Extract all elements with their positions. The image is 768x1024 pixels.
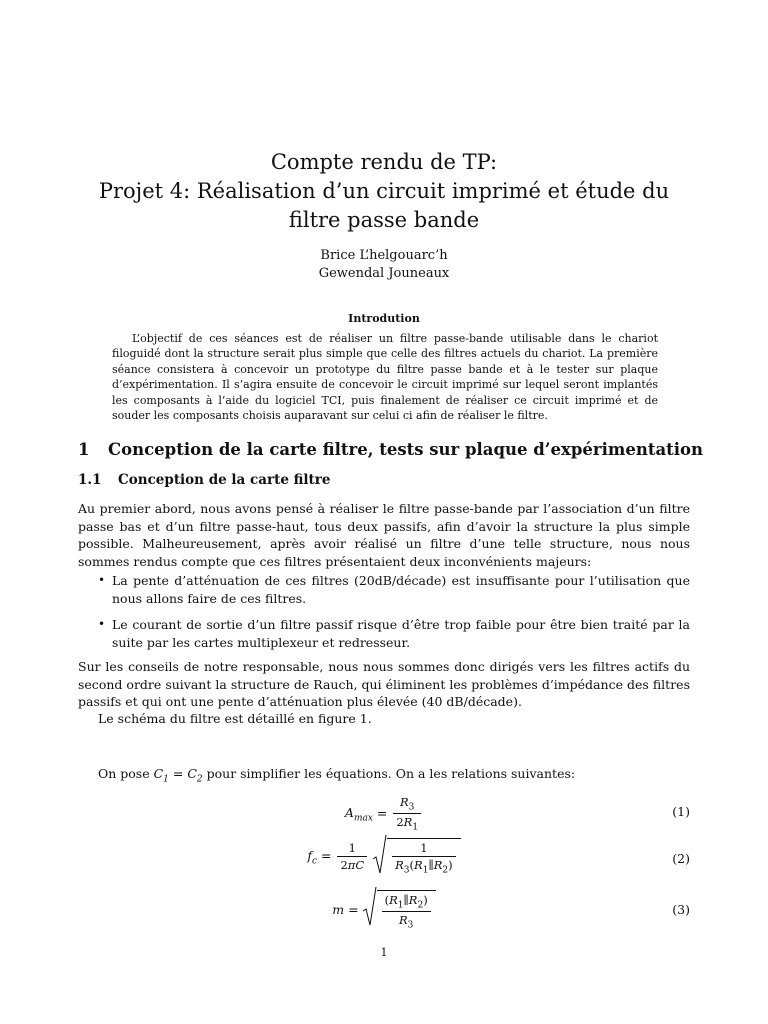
radical-symbol: $\frac{1}{R_3(R_1\parallel R_2)}$ xyxy=(373,838,461,875)
equation-3-label: (3) xyxy=(672,902,690,917)
paragraph-3: Le schéma du filtre est détaillé en figure 1. xyxy=(98,711,372,726)
title-line-2: Projet 4: Réalisation d’un circuit imprimé et étude du xyxy=(98,179,670,203)
subsection-number: 1.1 xyxy=(78,472,102,488)
abstract-heading: Introdution xyxy=(348,312,420,325)
title-line-3: filtre passe bande xyxy=(288,208,480,232)
bullet-text: La pente d’atténuation de ces filtres (20dB/décade) est insuffisante pour l’utilisation que nous allons faire de ces filtres. xyxy=(112,573,690,606)
section-title: Conception de la carte filtre, tests sur plaque d’expérimentation xyxy=(108,440,704,459)
list-item xyxy=(78,616,690,651)
paragraph-4-start: On pose xyxy=(98,766,154,781)
equation-2 xyxy=(78,838,690,880)
paragraph-4 xyxy=(78,765,690,789)
section-number: 1 xyxy=(78,440,90,459)
abstract-text: L’objectif de ces séances est de réaliser un filtre passe-bande utilisable dans le chariot filoguidé dont la structure serait plus simple que celle des filtres actuels du chariot. La première séance consistera à concevoir un prototype du filtre passe bande et à le tester sur plaque d’expérimentation. Il s’agira ensuite de concevoir le circuit imprimé sur lequel seront implantés les composants à l’aide du logiciel TCI, puis finalement de réaliser ce circuit imprimé et de souder les composants choisis auparavant sur celui ci afin de réaliser le filtre. xyxy=(112,332,658,423)
inline-math: $C_1 = C_2$ xyxy=(153,766,203,785)
author-1: Brice L’helgouarc’h xyxy=(320,248,448,263)
equation-1 xyxy=(78,795,690,833)
equation-3 xyxy=(78,890,690,932)
radical-symbol: $\frac{(R_1\parallel R_2)}{R_3}$ xyxy=(363,890,436,931)
author-2: Gewendal Jouneaux xyxy=(318,266,450,281)
list-item xyxy=(78,572,690,607)
subsection-title: Conception de la carte filtre xyxy=(118,472,331,488)
equation-1-label: (1) xyxy=(672,804,690,819)
bullet-text: Le courant de sortie d’un filtre passif risque d’être trop faible pour être bien traité par la suite par les cartes multiplexeur et redresseur. xyxy=(112,617,690,650)
bullet-icon: • xyxy=(98,617,106,631)
document-title xyxy=(40,148,728,235)
paragraph-4-end: pour simplifier les équations. On a les relations suivantes: xyxy=(202,766,576,781)
equation-2-label: (2) xyxy=(672,851,690,866)
subsection-heading xyxy=(78,472,331,488)
root-sign-icon xyxy=(363,887,377,927)
title-line-1: Compte rendu de TP: xyxy=(270,150,498,174)
bullet-icon: • xyxy=(98,573,106,587)
page-number: 1 xyxy=(380,946,388,959)
section-heading xyxy=(78,440,703,459)
author-list xyxy=(0,247,768,283)
equation-1-body: $A_{max}$ = $\frac{R_3}{2R_1}$ xyxy=(78,795,690,833)
equation-3-body: m = $\frac{(R_1\parallel R_2)}{R_3}$ xyxy=(78,890,690,931)
equation-2-body: $f_c$ = $\frac{1}{2\pi C}$ $\frac{1}{R_3(R_1\parallel R_2)}$ xyxy=(78,838,690,875)
paragraph-2: Sur les conseils de notre responsable, nous nous sommes donc dirigés vers les filtres actifs du second ordre suivant la structure de Rauch, qui éliminent les problèmes d’impédance des filtres passifs et qui ont une pente d’atténuation plus élevée (40 dB/décade). xyxy=(78,659,690,709)
bullet-list xyxy=(78,572,690,660)
root-sign-icon xyxy=(373,835,387,875)
paragraph-1: Au premier abord, nous avons pensé à réaliser le filtre passe-bande par l’association d’un filtre passe bas et d’un filtre passe-haut, tous deux passifs, afin d’avoir la structure la plus simple possible. Malheureusement, après avoir réalisé un filtre d’une telle structure, nous nous sommes rendus compte que ces filtres présentaient deux inconvénients majeurs: xyxy=(78,501,690,569)
